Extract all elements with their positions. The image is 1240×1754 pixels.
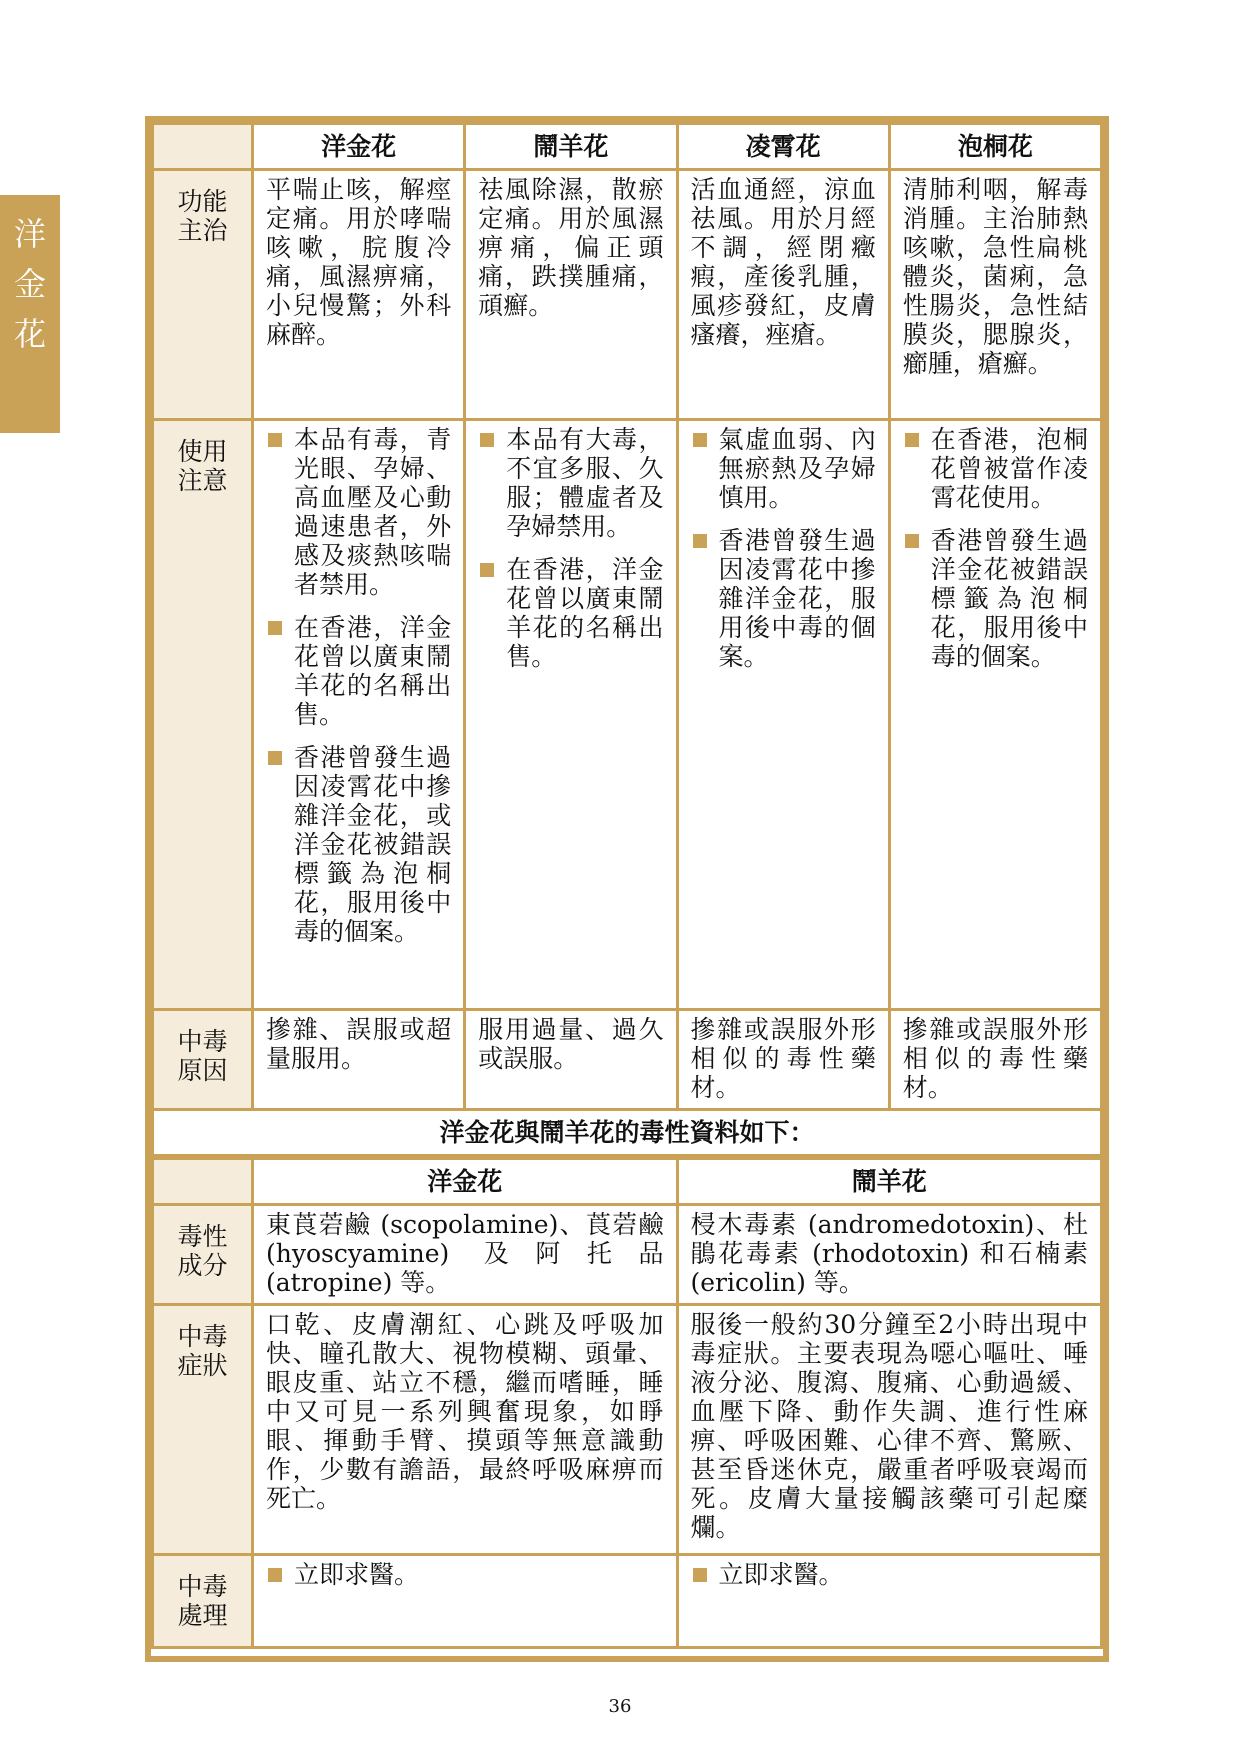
table-cell: 摻雜或誤服外形相似的毒性藥材。 (677, 1010, 889, 1110)
page-number: 36 (608, 1696, 632, 1717)
bullet-item: 香港曾發生過因凌霄花中摻雜洋金花，服用後中毒的個案。 (691, 526, 876, 671)
bullet-item: 本品有大毒，不宜多服、久服；體虛者及孕婦禁用。 (478, 425, 663, 541)
table-cell: 東莨菪鹼 (scopolamine)、莨菪鹼 (hyoscyamine) 及阿托品 (atropine) 等。 (253, 1205, 678, 1305)
table-cell (465, 420, 677, 1010)
table-cell (889, 420, 1101, 1010)
table-row (153, 1305, 1102, 1555)
row-label: 使用 注意 (153, 420, 253, 1010)
table-cell: 服後一般約30分鐘至2小時出現中毒症狀。主要表現為噁心嘔吐、唾液分泌、腹瀉、腹痛、心動過緩、血壓下降、動作失調、進行性麻痹、呼吸困難、心律不齊、驚厥、甚至昏迷休克，嚴重者呼吸衰竭而死。皮膚大量接觸該藥可引起糜爛。 (677, 1305, 1102, 1555)
table-row (153, 1555, 1102, 1648)
row-label: 功能 主治 (153, 170, 253, 420)
row-label: 毒性 成分 (153, 1205, 253, 1305)
table-row (153, 1010, 1102, 1110)
bullet-item: 立即求醫。 (691, 1560, 1089, 1589)
bullet-item: 氣虛血弱、內無瘀熱及孕婦慎用。 (691, 425, 876, 512)
subtitle-row (153, 1110, 1102, 1156)
herb-comparison-table (151, 122, 1103, 1157)
table-cell: 活血通經，涼血祛風。用於月經不調，經閉癥瘕，產後乳腫，風疹發紅，皮膚瘙癢，痤瘡。 (677, 170, 889, 420)
side-tab-char: 洋 (13, 215, 46, 253)
comparison-table-frame (145, 116, 1109, 1662)
table-header-row (153, 124, 1102, 170)
column-header: 泡桐花 (889, 124, 1101, 170)
bullet-item: 在香港，泡桐花曾被當作凌霄花使用。 (903, 425, 1088, 512)
table-cell (253, 420, 465, 1010)
table-cell: 口乾、皮膚潮紅、心跳及呼吸加快、瞳孔散大、視物模糊、頭暈、眼皮重、站立不穩，繼而嗜睡，睡中又可見一系列興奮現象，如睜眼、揮動手臂、摸頭等無意識動作，少數有譫語，最終呼吸麻痹而死亡。 (253, 1305, 678, 1555)
table-header-row (153, 1159, 1102, 1205)
table-row (153, 170, 1102, 420)
row-label: 中毒 處理 (153, 1555, 253, 1648)
side-tab-char: 金 (13, 265, 46, 303)
column-header: 鬧羊花 (465, 124, 677, 170)
bullet-item: 香港曾發生過因凌霄花中摻雜洋金花，或洋金花被錯誤標籤為泡桐花，服用後中毒的個案。 (266, 743, 451, 946)
column-header: 洋金花 (253, 124, 465, 170)
table-cell (677, 420, 889, 1010)
table-row (153, 420, 1102, 1010)
toxicity-table (151, 1157, 1103, 1649)
header-corner (153, 124, 253, 170)
table-cell (253, 1555, 678, 1648)
section-side-tab (0, 195, 60, 433)
bullet-item: 在香港，洋金花曾以廣東鬧羊花的名稱出售。 (478, 555, 663, 671)
row-label: 中毒 原因 (153, 1010, 253, 1110)
header-corner (153, 1159, 253, 1205)
column-header: 凌霄花 (677, 124, 889, 170)
table-cell (677, 1555, 1102, 1648)
bullet-item: 香港曾發生過洋金花被錯誤標籤為泡桐花，服用後中毒的個案。 (903, 526, 1088, 671)
side-tab-char: 花 (13, 315, 46, 353)
table-row (153, 1205, 1102, 1305)
table-cell: 平喘止咳，解痙定痛。用於哮喘咳嗽，脘腹冷痛，風濕痹痛，小兒慢驚；外科麻醉。 (253, 170, 465, 420)
column-header: 洋金花 (253, 1159, 678, 1205)
table-cell: 摻雜或誤服外形相似的毒性藥材。 (889, 1010, 1101, 1110)
bullet-item: 在香港，洋金花曾以廣東鬧羊花的名稱出售。 (266, 613, 451, 729)
column-header: 鬧羊花 (677, 1159, 1102, 1205)
bullet-item: 本品有毒，青光眼、孕婦、高血壓及心動過速患者，外感及痰熱咳喘者禁用。 (266, 425, 451, 599)
table-cell: 服用過量、過久或誤服。 (465, 1010, 677, 1110)
row-label: 中毒 症狀 (153, 1305, 253, 1555)
section-subtitle: 洋金花與鬧羊花的毒性資料如下： (153, 1110, 1102, 1156)
table-cell: 梫木毒素 (andromedotoxin)、杜鵑花毒素 (rhodotoxin) 和石楠素 (ericolin) 等。 (677, 1205, 1102, 1305)
table-cell: 清肺利咽，解毒消腫。主治肺熱咳嗽，急性扁桃體炎，菌痢，急性腸炎，急性結膜炎，腮腺炎，癤腫，瘡癬。 (889, 170, 1101, 420)
bullet-item: 立即求醫。 (266, 1560, 664, 1589)
table-cell: 摻雜、誤服或超量服用。 (253, 1010, 465, 1110)
table-cell: 祛風除濕，散瘀定痛。用於風濕痹痛，偏正頭痛，跌撲腫痛，頑癬。 (465, 170, 677, 420)
